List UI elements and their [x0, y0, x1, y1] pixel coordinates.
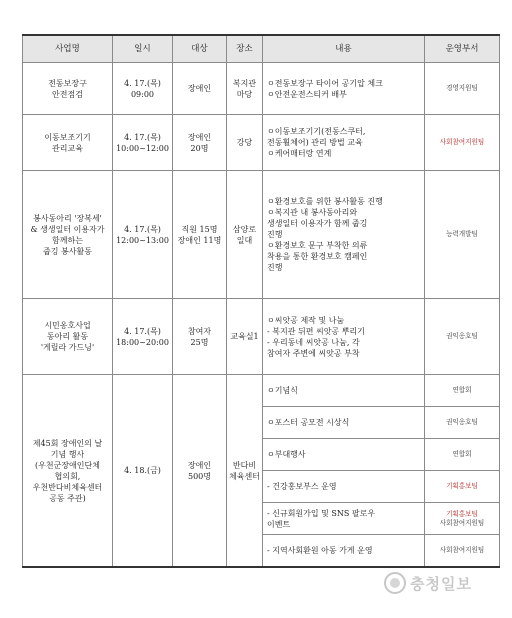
header-place: 장소 [227, 35, 263, 63]
table-row [23, 299, 500, 375]
table-header-row [23, 35, 500, 63]
header-content: 내용 [263, 35, 425, 63]
place-cell: 삼양로 일대 [227, 171, 263, 299]
department-cell: 기획홍보팀 [425, 471, 500, 503]
program-cell: 전동보장구 안전점검 [23, 63, 113, 115]
department-cell: 연합회 [425, 439, 500, 471]
content-cell: - 지역사회환원 아동 가게 운영 [263, 535, 425, 568]
target-cell: 직원 15명 장애인 11명 [173, 171, 227, 299]
content-cell: ㅇ기념식 [263, 375, 425, 407]
content-cell: ㅇ부대행사 [263, 439, 425, 471]
newspaper-logo-icon [384, 572, 406, 594]
header-datetime: 일시 [113, 35, 173, 63]
program-cell: 이동보조기기 관리교육 [23, 115, 113, 171]
target-cell: 장애인 500명 [173, 375, 227, 568]
program-cell: 시민옹호사업 동아리 활동 '게릴라 가드닝' [23, 299, 113, 375]
content-cell: ㅇ환경보호를 위한 봉사활동 진행 ㅇ복지관 내 봉사동아리와 생생일터 이용자가 함께 줍깅 진행 ㅇ환경보호 문구 부착한 의류 착용을 통한 환경보호 캠페인 진행 [263, 171, 425, 299]
content-cell: - 신규회원가입 및 SNS 팔로우 이벤트 [263, 503, 425, 535]
department-cell: 기획홍보팀 사회참여지원팀 [425, 503, 500, 535]
target-cell: 장애인 20명 [173, 115, 227, 171]
program-cell: 봉사동아리 '장복세' & 생생일터 이용자가 함께하는 줍깅 봉사활동 [23, 171, 113, 299]
table-row [23, 375, 500, 407]
table-row [23, 115, 500, 171]
table-row [23, 63, 500, 115]
datetime-cell: 4. 17.(목) 09:00 [113, 63, 173, 115]
datetime-cell: 4. 18.(금) [113, 375, 173, 568]
event-schedule-table [22, 34, 500, 568]
content-cell: - 건강홍보부스 운영 [263, 471, 425, 503]
datetime-cell: 4. 17.(목) 18:00~20:00 [113, 299, 173, 375]
department-cell: 사회참여지원팀 [425, 535, 500, 568]
header-target: 대상 [173, 35, 227, 63]
place-cell: 교육실1 [227, 299, 263, 375]
watermark [384, 570, 502, 596]
department-cell: 연합회 [425, 375, 500, 407]
department-cell: 권익옹호팀 [425, 407, 500, 439]
department-cell: 능력개발팀 [425, 171, 500, 299]
place-cell: 강당 [227, 115, 263, 171]
target-cell: 장애인 [173, 63, 227, 115]
datetime-cell: 4. 17.(목) 12:00~13:00 [113, 171, 173, 299]
header-department: 운영부서 [425, 35, 500, 63]
datetime-cell: 4. 17.(목) 10:00~12:00 [113, 115, 173, 171]
place-cell: 복지관 마당 [227, 63, 263, 115]
content-cell: ㅇ이동보조기기(전동스쿠터, 전동휠체어) 관리 방법 교육 ㅇ케어매터랑 연계 [263, 115, 425, 171]
header-program: 사업명 [23, 35, 113, 63]
watermark-text: 충청일보 [410, 574, 472, 593]
content-cell: ㅇ포스터 공모전 시상식 [263, 407, 425, 439]
content-cell: ㅇ전동보장구 타이어 공기압 체크 ㅇ안전운전스티커 배부 [263, 63, 425, 115]
department-cell: 사회참여지원팀 [425, 115, 500, 171]
department-cell: 권익옹호팀 [425, 299, 500, 375]
content-cell: ㅇ씨앗공 제작 및 나눔 - 복지관 뒤편 씨앗공 뿌리기 - 우리동네 씨앗공 나눔, 각 참여자 주변에 씨앗공 부착 [263, 299, 425, 375]
table-row [23, 171, 500, 299]
department-cell: 경영지원팀 [425, 63, 500, 115]
target-cell: 참여자 25명 [173, 299, 227, 375]
place-cell: 반다비 체육센터 [227, 375, 263, 568]
program-cell: 제45회 장애인의 날 기념 행사 (우천군장애인단체 협의회, 우천반다비체육센터 공동 주관) [23, 375, 113, 568]
